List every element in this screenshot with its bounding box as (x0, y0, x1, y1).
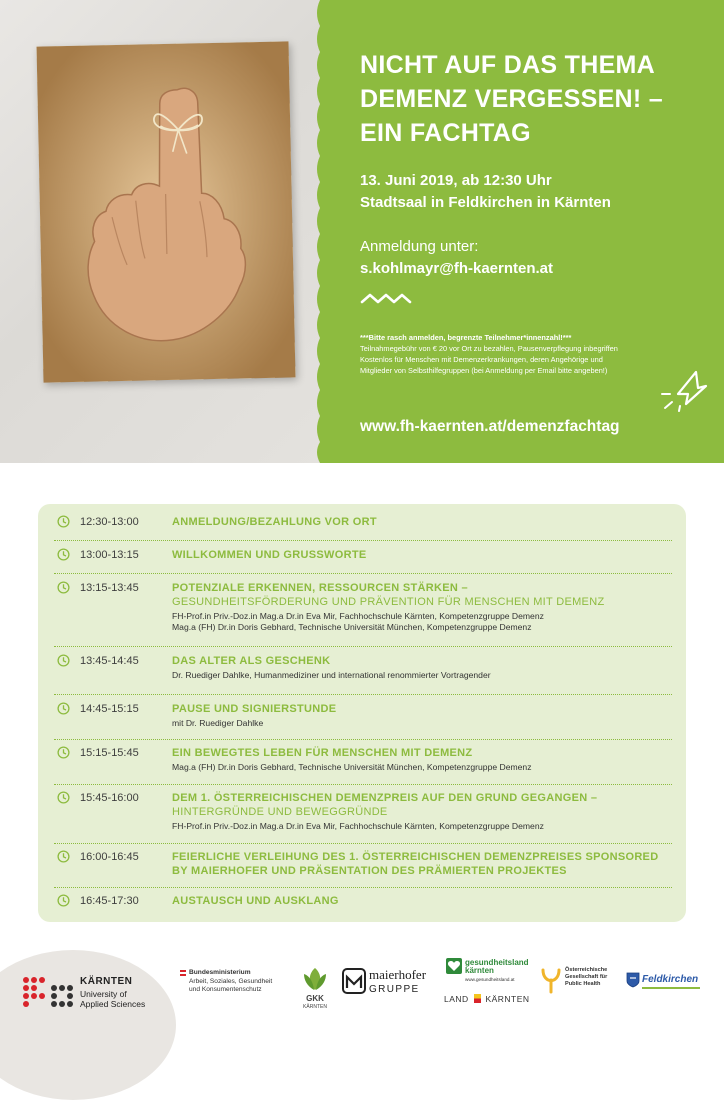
clock-icon (57, 746, 70, 759)
program-time: 12:30-13:00 (80, 516, 139, 528)
hand-photo (37, 41, 296, 382)
program-title (172, 894, 672, 908)
clock-icon (57, 894, 70, 907)
maierhofer-m-icon (342, 968, 366, 994)
program-time: 14:45-15:15 (80, 703, 139, 715)
program-time: 15:45-16:00 (80, 792, 139, 804)
event-location: Stadtsaal in Feldkirchen in Kärnten (360, 194, 611, 211)
program-title-line: DEM 1. ÖSTERREICHISCHEN DEMENZPREIS AUF DEN GRUND GEGANGEN – (172, 792, 598, 804)
speaker-line: mit Dr. Ruediger Dahlke (172, 718, 264, 728)
program-title (172, 791, 672, 819)
program-speakers (172, 670, 672, 681)
program-title-line: POTENZIALE ERKENNEN, RESSOURCEN STÄRKEN – (172, 582, 468, 594)
oegph-logo (540, 964, 620, 1000)
website-link[interactable]: www.fh-kaernten.at/demenzfachtag (360, 418, 620, 435)
maierhofer-logo (342, 966, 434, 1000)
program-time: 15:15-15:45 (80, 747, 139, 759)
program-title-line: HINTERGRÜNDE UND BEWEGGRÜNDE (172, 806, 388, 818)
feldkirchen-name: Feldkirchen (642, 974, 699, 985)
program-row (54, 850, 672, 888)
fh-name: KÄRNTEN (80, 976, 133, 987)
event-date: 13. Juni 2019, ab 12:30 Uhr (360, 172, 552, 189)
feldkirchen-underline (642, 987, 700, 989)
registration-email-link[interactable]: s.kohlmayr@fh-kaernten.at (360, 260, 554, 277)
program-row (54, 746, 672, 785)
oegph-line: Österreichische (565, 967, 608, 973)
program-speakers (172, 762, 672, 773)
notice-line: Teilnahmegebühr von € 20 vor Ort zu bezahlen, Pausenverpflegung inbegriffen (360, 344, 618, 353)
photo-background (0, 0, 336, 463)
program-title (172, 746, 672, 760)
program-title (172, 581, 672, 609)
notice-line: Kostenlos für Menschen mit Demenzerkrankungen, deren Angehörige und (360, 355, 603, 364)
program-time: 13:15-13:45 (80, 582, 139, 594)
clock-icon (57, 654, 70, 667)
maierhofer-sub: GRUPPE (369, 984, 420, 995)
fh-subtitle-line: Applied Sciences (80, 999, 146, 1009)
program-row (54, 515, 672, 541)
program-time: 13:45-14:45 (80, 655, 139, 667)
ministry-line: und Konsumentenschutz (189, 986, 262, 993)
land-word: LAND (444, 994, 469, 1004)
kaernten-word: KÄRNTEN (485, 994, 530, 1004)
gkk-sub: KÄRNTEN (303, 1004, 327, 1010)
gl-title-line: kärnten (465, 966, 494, 975)
program-time: 16:45-17:30 (80, 895, 139, 907)
finger-string-illustration (37, 41, 296, 382)
program-title-line: GESUNDHEITSFÖRDERUNG UND PRÄVENTION FÜR MENSCHEN MIT DEMENZ (172, 596, 605, 608)
clock-icon (57, 850, 70, 863)
title-line: NICHT AUF DAS THEMA (360, 51, 656, 79)
program-title (172, 654, 672, 668)
program-title-line: ANMELDUNG/BEZAHLUNG VOR ORT (172, 516, 377, 528)
registration-notice (360, 332, 690, 376)
gl-url: www.gesundheitsland.at (465, 977, 515, 982)
oegph-line: Public Health (565, 981, 601, 987)
clock-icon (57, 515, 70, 528)
fh-kaernten-logo (22, 974, 162, 1014)
program-row (54, 894, 672, 914)
hero-section (0, 0, 724, 463)
speaker-line: Dr. Ruediger Dahlke, Humanmediziner und international renommierter Vortragender (172, 670, 491, 680)
program-title (172, 850, 672, 878)
title-line: EIN FACHTAG (360, 119, 531, 147)
footer-circle-shape (0, 950, 176, 1100)
registration (360, 236, 553, 280)
wave-line-icon (360, 292, 416, 306)
gesundheitsland-heart-icon (446, 958, 462, 974)
program-title-line: EIN BEWEGTES LEBEN FÜR MENSCHEN MIT DEMENZ (172, 747, 473, 759)
program-title (172, 515, 672, 529)
program-title-line: WILLKOMMEN UND GRUSSWORTE (172, 549, 367, 561)
oegph-name (565, 967, 607, 988)
program-title-line: FEIERLICHE VERLEIHUNG DES 1. ÖSTERREICHISCHEN DEMENZPREISES SPONSORED (172, 851, 659, 863)
gl-title-line: gesundheitsland (465, 958, 529, 967)
program-row (54, 702, 672, 740)
fh-subtitle-line: University of (80, 989, 127, 999)
clock-icon (57, 548, 70, 561)
feldkirchen-logo (626, 968, 706, 994)
land-kaernten-text (444, 994, 530, 1004)
program-title-line: BY MAIERHOFER UND PRÄSENTATION DES PRÄMIERTEN PROJEKTES (172, 865, 567, 877)
gesundheitsland-logo (442, 958, 534, 1020)
title-line: DEMENZ VERGESSEN! – (360, 85, 663, 113)
gkk-leaf-icon (300, 966, 330, 992)
fh-dots-icon (22, 976, 74, 1012)
oegph-symbol-icon (540, 966, 562, 994)
speaker-line: FH-Prof.in Priv.-Doz.in Mag.a Dr.in Eva Mir, Fachhochschule Kärnten, Kompetenzgruppe Demenz (172, 611, 544, 621)
speaker-line: Mag.a (FH) Dr.in Doris Gebhard, Technische Universität München, Kompetenzgruppe Demenz (172, 762, 532, 772)
click-arrow-icon (656, 364, 708, 412)
registration-label: Anmeldung unter: (360, 238, 479, 255)
gl-title (465, 958, 529, 975)
oegph-line: Gesellschaft für (565, 974, 608, 980)
gkk-logo (298, 966, 332, 1018)
clock-icon (57, 581, 70, 594)
ministry-line: Arbeit, Soziales, Gesundheit (189, 978, 273, 985)
program-speakers (172, 611, 672, 633)
program-box (38, 504, 686, 922)
program-title-line: AUSTAUSCH UND AUSKLANG (172, 895, 339, 907)
program-row (54, 548, 672, 574)
program-speakers (172, 821, 672, 832)
notice-headline: ***Bitte rasch anmelden, begrenzte Teilnehmer*innenzahl!*** (360, 333, 572, 342)
program-time: 13:00-13:15 (80, 549, 139, 561)
program-title-line: DAS ALTER ALS GESCHENK (172, 655, 331, 667)
event-title (360, 48, 700, 150)
maierhofer-name: maierhofer (369, 967, 427, 982)
ministry-title: Bundesministerium (189, 969, 251, 976)
program-row (54, 791, 672, 844)
program-title (172, 548, 672, 562)
program-row (54, 581, 672, 647)
fh-subtitle (80, 989, 145, 1009)
austria-flag-icon (180, 970, 186, 976)
gkk-name: GKK (306, 994, 324, 1003)
feldkirchen-shield-icon (626, 972, 640, 988)
program-title-line: PAUSE UND SIGNIERSTUNDE (172, 703, 337, 715)
program-row (54, 654, 672, 695)
program-speakers (172, 718, 672, 729)
speaker-line: Mag.a (FH) Dr.in Doris Gebhard, Technische Universität München, Kompetenzgruppe Demenz (172, 622, 532, 633)
carinthia-coat-icon (474, 994, 481, 1003)
notice-line: Mitglieder von Selbsthilfegruppen (bei Anmeldung per Email bitte angeben!) (360, 366, 608, 375)
clock-icon (57, 702, 70, 715)
program-time: 16:00-16:45 (80, 851, 139, 863)
event-date-location (360, 170, 611, 214)
clock-icon (57, 791, 70, 804)
speaker-line: FH-Prof.in Priv.-Doz.in Mag.a Dr.in Eva Mir, Fachhochschule Kärnten, Kompetenzgruppe Demenz (172, 821, 544, 831)
program-title (172, 702, 672, 716)
